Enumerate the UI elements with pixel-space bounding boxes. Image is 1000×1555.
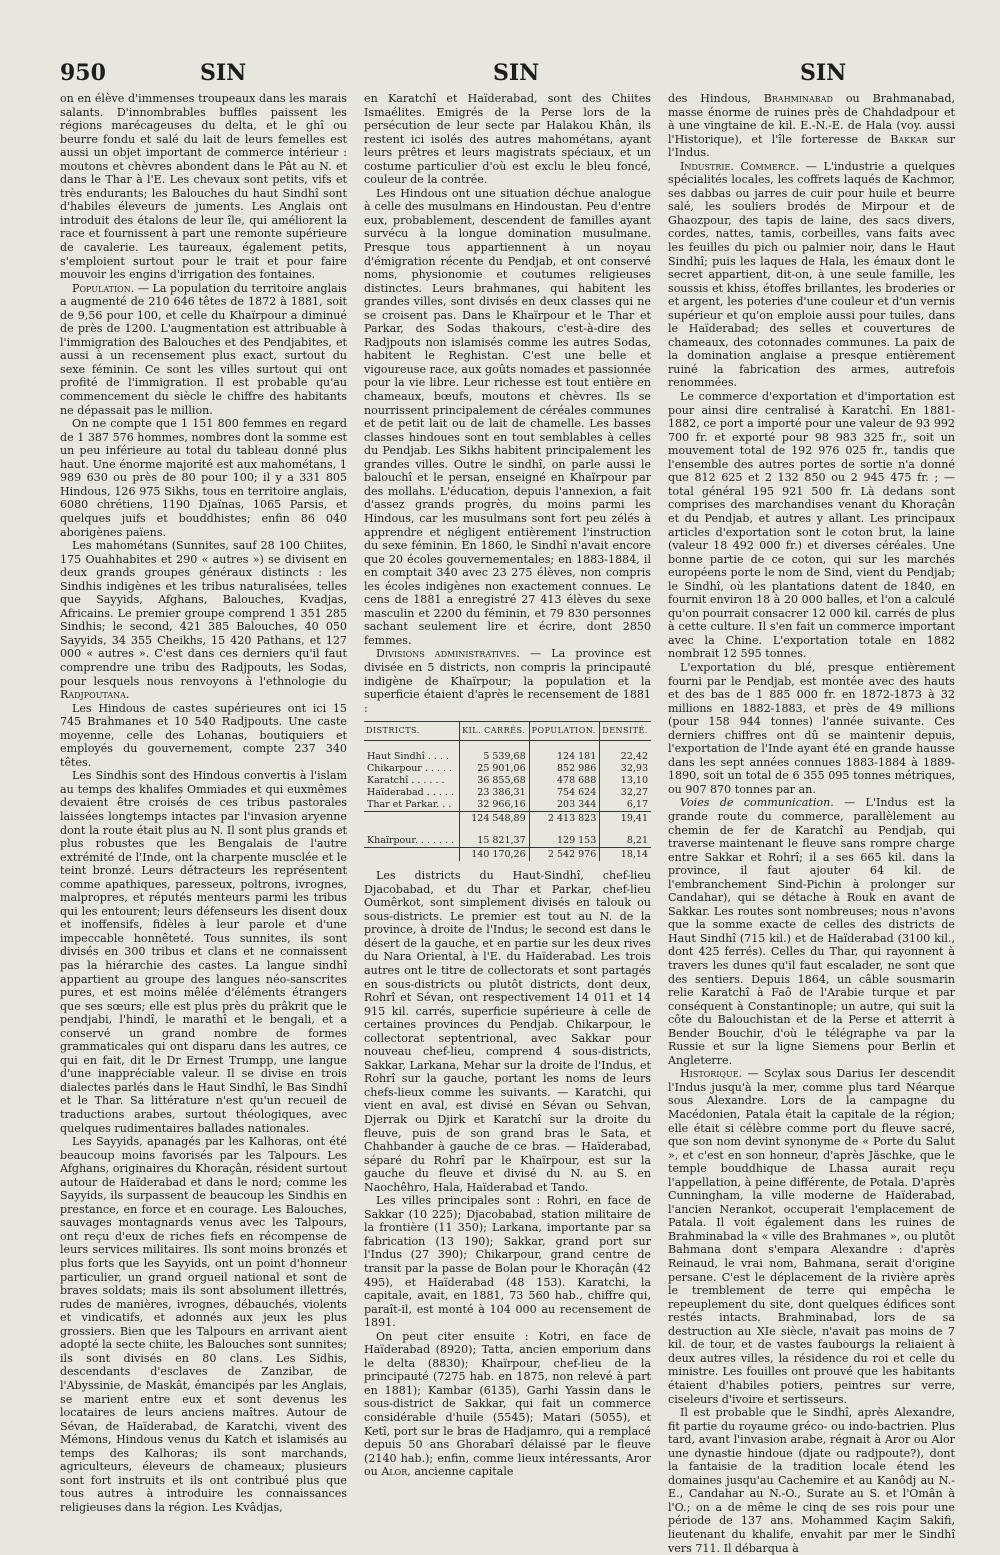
table-cell: 36 855,68 bbox=[460, 775, 530, 787]
table-row bbox=[364, 787, 651, 799]
column-1 bbox=[60, 92, 347, 1514]
section-heading: Population. bbox=[72, 281, 135, 295]
table-cell: 19,41 bbox=[600, 812, 651, 826]
table-cell: 124 548,89 bbox=[460, 812, 530, 826]
table-cell: 32,93 bbox=[600, 763, 651, 775]
section-heading: Divisions administratives. bbox=[376, 647, 520, 661]
paragraph: Les Hindous de castes supérieures ont ici 15 745 Brahmanes et 10 540 Radjpouts. Une caste moyenne, celle des Lohanas, boutiquiers et employés du gouvernement, compte 237 340 têtes. bbox=[60, 701, 347, 769]
cross-reference: Alor, bbox=[381, 1465, 411, 1479]
paragraph-industrie bbox=[668, 160, 955, 390]
table-cell: 129 153 bbox=[529, 835, 600, 848]
paragraph: Le commerce d'exportation et d'importation est pour ainsi dire centralisé à Karatchî. En 1881-1882, ce port a importé pour une valeur de 93 992 700 fr. et exporté pour 98 983 325 fr., soit un mouvement total de 192 976 025 fr., tandis que l'ensemble des autres portes de sortie n'a donné que 812 625 et 2 132 850 ou 2 945 475 fr. ; — total général 195 921 500 fr. Là dedans sont comprises des marchandises venant du Khoraçân et du Pendjab, et autres y allant. Les principaux articles d'exportation sont le coton brut, la laine (valeur 18 492 000 fr.) et diverses céréales. Une bonne partie de ce coton, qui sur les marchés européens porte le nom de Sind, vient du Pendjab; le Sindhî, où les plantations datent de 1840, en fournit environ 18 à 20 000 balles, et l'on a calculé qu'on pourrait consacrer 12 000 kil. carrés de plus à cette culture. Il s'en fait un commerce important avec la Chine. L'exportation totale en 1882 nombrait 12 595 tonnes. bbox=[668, 390, 955, 661]
paragraph-text: ancienne capitale bbox=[410, 1465, 514, 1479]
paragraph: On ne compte que 1 151 800 femmes en regard de 1 387 576 hommes, nombres dont la somme est un peu inférieure au total du tableau donné plus haut. Une énorme majorité est aux mahométans, 1 989 630 ou près de 80 pour 100; il y a 331 805 Hindous, 126 975 Sikhs, tous en territoire anglais, 6080 chrétiens, 1190 Djaïnas, 1065 Parsis, et quelques juifs et bouddhistes; enfin 86 040 aborigènes païens. bbox=[60, 417, 347, 539]
table-cell: 478 688 bbox=[529, 775, 600, 787]
paragraph bbox=[60, 539, 347, 702]
table-cell: 124 181 bbox=[529, 751, 600, 763]
paragraph-text: — La population du territoire anglais a augmenté de 210 646 têtes de 1872 à 1881, soit de 9,56 pour 100, et celle du Khaïrpour a diminué de près de 1200. L'augmentation est attribuable à l'immigration des Balouches et des Pendjabites, et aussi à un recensement plus exact, surtout du sexe féminin. Ce sont les villes surtout qui ont profité de l'immigration. Il est probable qu'au commencement du siècle le chiffre des habitants ne dépassait pas le million. bbox=[60, 281, 347, 417]
table-cell: 2 542 976 bbox=[529, 848, 600, 862]
paragraph-historique bbox=[668, 1067, 955, 1406]
table-cell: 25 901,06 bbox=[460, 763, 530, 775]
paragraph: Les districts du Haut-Sindhî, chef-lieu Djacobabad, et du Thar et Parkar, chef-lieu Oumêrkot, sont simplement divisés en talouk ou sous-districts. Le premier est tout au N. de la province, à droite de l'Indus; le second est dans le désert de la gauche, et en partie sur les deux rives du Nara Oriental, à l'E. du Haïderabad. Les trois autres ont le titre de collectorats et sont partagés en sous-districts ou plutôt districts, dont deux, Rohrî et Sévan, ont respectivement 14 011 et 14 915 kil. carrés, superficie supérieure à celle de certaines provinces du Pendjab. Chikarpour, le collectorat septentrional, avec Sakkar pour nouveau chef-lieu, comprend 4 sous-districts, Sakkar, Larkana, Mehar sur la droite de l'Indus, et Rohrî sur la gauche, portant les noms de leurs chefs-lieux comme les suivants. — Karatchi, qui vient en aval, est divisé en Sévan ou Sehvan, Djerrak ou Djirk et Karatchî sur la droite du fleuve, puis de son grand bras le Sata, et Chahbander à gauche de ce bras. — Haïderabad, séparé du Rohrî par le Khaïrpour, est sur la gauche du fleuve et divisé du N. au S. en Naochêhro, Hala, Haïderabad et Tando. bbox=[364, 869, 651, 1194]
table-row bbox=[364, 835, 651, 848]
paragraph: Il est probable que le Sindhî, après Alexandre, fit partie du royaume gréco- ou indo-bactrien. Plus tard, avant l'invasion arabe, régnait à Aror ou Alor une dynastie hindoue (djate ou radjpoute?), dont la fantaisie de la tradition locale étend les domaines jusqu'au Cachemire et au Kanôdj au N.-E., Candahar au N.-O., Surate au S. et l'Omân à l'O.; on a de même le cinq de ses rois pour une période de 137 ans. Mohammed Kaçim Sakifi, lieutenant du khalife, envahit par mer le Sindhî vers 711. Il débarqua à bbox=[668, 1406, 955, 1555]
section-heading: Voies de communication. bbox=[680, 796, 834, 810]
paragraph-text: On peut citer ensuite : Kotri, en face de Haïderabad (8920); Tatta, ancien emporium dans le delta (8830); Khaïrpour, chef-lieu de la principauté (7275 hab. en 1875, non relevé à part en 1881); Kambar (6135), Garhi Yassin dans le sous-district de Sakkar, qui fait un commerce considérable d'huile (5545); Matari (5055), et Ketî, port sur le bras de Hadjamro, qui a remplacé depuis 50 ans Ghorabarî délaissé par le fleuve (2140 hab.); enfin, comme lieux intéressants, Aror ou bbox=[364, 1329, 651, 1479]
table-cell: Haut Sindhî . . . . bbox=[367, 751, 449, 763]
paragraph-text: Les mahométans (Sunnites, sauf 28 100 Chiites, 175 Ouahhabites et 290 « autres ») se divisent en deux grands groupes généraux distincts : les Sindhis indigènes et les tribus naturalisées, telles que Sayyids, Afghans, Balouches, Kvadjas, Africains. Le premier groupe comprend 1 351 285 Sindhis; le second, 421 385 Balouches, 40 050 Sayyids, 34 355 Cheikhs, 15 420 Pathans, et 127 000 « autres ». C'est dans ces derniers qu'il faut comprendre une tribu des Radjpouts, les Sodas, pour lesquels nous renvoyons à l'ethnologie du bbox=[60, 539, 347, 688]
table-cell: 754 624 bbox=[529, 787, 600, 799]
paragraph: Les Sindhis sont des Hindous convertis à l'islam au temps des khalifes Ommiades et qui euxmêmes devaient être croisés de ces tribus pastorales laissées longtemps intactes par l'invasion aryenne dont la route était plus au N. Il sont plus grands et plus robustes que les Bengalais de l'autre extrémité de l'Inde, ont la charpente musclée et le teint bronzé. Leurs détracteurs les représentent comme apathiques, paresseux, poltrons, ivrognes, malpropres, et réputés menteurs parmi les tribus qui les entourent; leurs défenseurs les disent doux et inoffensifs, fidèles à leur parole et d'une impeccable honnêteté. Tous sunnites, ils sont divisés en 300 tribus et clans et ne connaissent pas la hiérarchie des castes. La langue sindhî appartient au groupe des langues néo-sanscrites pures, et est moins mêlée d'éléments étrangers que ses sœurs; elle est plus près du prâkrit que le pendjabi, l'hindî, le marathî et le bengali, et a conservé un grand nombre de formes grammaticales qui ont disparu dans les autres, ce qui en fait, dit le Dr Ernest Trumpp, une langue d'une inappréciable valeur. Il se divise en trois dialectes parlés dans le Haut Sindhî, le Bas Sindhî et le Thar. Sa littérature n'est qu'un recueil de traductions arabes, surtout théologiques, avec quelques rudimentaires ballades nationales. bbox=[60, 769, 347, 1135]
running-head-center: SIN bbox=[493, 60, 540, 86]
table-header: KIL. CARRÉS. bbox=[460, 722, 530, 741]
table-cell bbox=[364, 812, 460, 826]
paragraph-text: ou Brahmanabad, masse énorme de ruines près de Chahdadpour et à une vingtaine de kil. E.-N.-E. de Hala (voy. aussi l'Historique), et l'île forteresse de bbox=[668, 92, 956, 146]
table-header: POPULATION. bbox=[529, 722, 600, 741]
table-row bbox=[364, 763, 651, 775]
paragraph-text: — La province est divisée en 5 districts, non compris la principauté indigène de Khaïrpour; la population et la superficie étaient d'après le recensement de 1881 : bbox=[364, 647, 651, 715]
table-cell: Khaïrpour. . . . . . . bbox=[367, 835, 455, 847]
table-row bbox=[364, 799, 651, 812]
table-cell: 22,42 bbox=[600, 751, 651, 763]
table-cell: 140 170,26 bbox=[460, 848, 530, 862]
table-total-row bbox=[364, 848, 651, 862]
paragraph-text: — L'industrie a quelques spécialités locales, les coffrets laqués de Kachmor, ses dabbas ou jarres de cuir pour huile et beurre salé, les souliers brodés de Mirpour et de Ghaozpour, des tapis de laine, des sacs divers, cordes, nattes, tamis, corbeilles, vans faits avec les feuilles du pich ou palmier noir, dans le Haut Sindhî; puis les laques de Hala, les émaux dont le secret appartient, dit-on, à une seule famille, les soussis et khiss, étoffes brillantes, les broderies or et argent, les poteries d'une couleur et d'un vernis supérieur et qu'on emploie aussi pour tuiles, dans le Haïderabad; des selles et couvertures de chameaux, des cotonnades communes. La paix de la domination anglaise a presque entièrement ruiné la fabrication des armes, autrefois renommées. bbox=[668, 159, 955, 390]
cross-reference: Brahminabad bbox=[763, 92, 833, 105]
paragraph-population bbox=[60, 282, 347, 417]
paragraph: L'exportation du blé, presque entièrement fourni par le Pendjab, est montée avec des hauts et des bas de 1 885 000 fr. en 1872-1873 à 32 millions en 1882-1883, et près de 49 millions (pour 158 944 tonnes) l'année suivante. Ces derniers chiffres ont dû se maintenir depuis, l'exportation de l'Inde ayant été en grande hausse dans les sept années connues 1883-1884 à 1889-1890, soit un total de 6 355 095 tonnes métriques, ou 907 870 tonnes par an. bbox=[668, 660, 955, 796]
paragraph-divisions bbox=[364, 647, 651, 715]
table-header: DENSITÉ. bbox=[600, 722, 651, 741]
section-heading: Industrie. Commerce. bbox=[680, 159, 800, 173]
paragraph-voies bbox=[668, 796, 955, 1067]
table-cell: Karatchî . . . . . . bbox=[367, 775, 445, 787]
table-subtotal-row bbox=[364, 812, 651, 826]
paragraph: Les villes principales sont : Rohri, en face de Sakkar (10 225); Djacobabad, station militaire de la frontière (11 350); Larkana, importante par sa fabrication (13 190); Sakkar, grand port sur l'Indus (27 390); Chikarpour, grand centre de transit par la passe de Bolan pour le Khoraçân (42 495), et Haïderabad (48 153). Karatchi, la capitale, avait, en 1881, 73 560 hab., chiffre qui, paraît-il, est monté à 104 000 au recensement de 1891. bbox=[364, 1194, 651, 1330]
column-2 bbox=[364, 92, 651, 1479]
paragraph: en Karatchî et Haïderabad, sont des Chiites Ismaélites. Emigrés de la Perse lors de la persécution de leur secte par Halakou Khân, ils restent ici isolés des autres mahométans, ayant leurs prêtres et leurs magistrats spéciaux, et un costume particulier d'où est exclu le bleu foncé, couleur de la contrée. bbox=[364, 92, 651, 187]
column-3 bbox=[668, 92, 956, 1555]
paragraph bbox=[364, 1330, 651, 1479]
table-cell: 18,14 bbox=[600, 848, 651, 862]
table-cell: Thar et Parkar. . . bbox=[367, 799, 452, 811]
districts-table bbox=[364, 721, 651, 861]
page-number: 950 bbox=[60, 60, 106, 86]
running-head-left: SIN bbox=[200, 60, 247, 86]
paragraph: on en élève d'immenses troupeaux dans les marais salants. D'innombrables buffles paissent les régions marécageuses du delta, et le ghî ou beurre fondu et salé du lait de leurs femelles est aussi un objet important de commerce intérieur : moutons et chèvres abondent dans le Pât au N. et dans le Thar à l'E. Les chevaux sont petits, vifs et très endurants; les Balouches du haut Sindhî sont d'habiles éleveurs de juments. Les Anglais ont introduit des étalons de leur île, qui améliorent la race et fournissent à part une remonte supérieure de cavalerie. Les taureaux, également petits, s'emploient surtout pour le trait et pour faire mouvoir les engins d'irrigation des fontaines. bbox=[60, 92, 347, 282]
paragraph-text: — L'Indus est la grande route du commerce, parallèlement au chemin de fer de Karatchî au Pendjab, qui traverse maintenant le fleuve sans rompre charge entre Sakkar et Rohrî; il a ses 665 kil. dans la province, il faut ajouter 64 kil. de l'embranchement Sind-Pichin à prolonger sur Candahar), qui se détache à Rouk en avant de Sakkar. Les routes sont nombreuses; nous n'avons que la somme exacte de celles des districts de Haut Sindhî (715 kil.) et de Haïderabad (3100 kil., dont 425 ferrés). Celles du Thar, qui rayonnent à travers les dunes qu'il faut escalader, ne sont que des sentiers. Depuis 1864, un câble sousmarin relie Karatchî à Faô de l'Arabie turque et par conséquent à Constantinople; un autre, qui suit la côte du Balouchistan et de la Perse et atterrit à Bender Bouchir, d'où le télégraphe va par la Russie et sur la ligne Siemens pour Berlin et Angleterre. bbox=[668, 796, 955, 1067]
table-spacer bbox=[364, 741, 651, 752]
table-row bbox=[364, 775, 651, 787]
table-cell: 15 821,37 bbox=[460, 835, 530, 848]
table-cell: 5 539,68 bbox=[460, 751, 530, 763]
table-row bbox=[364, 751, 651, 763]
cross-reference: Bakkar bbox=[890, 132, 928, 146]
table-cell: 23 386,31 bbox=[460, 787, 530, 799]
table-cell bbox=[364, 848, 460, 862]
paragraph-text: — Scylax sous Darius Ier descendit l'Indus jusqu'à la mer, comme plus tard Néarque sous Alexandre. Lors de la campagne du Macédonien, Patala était la capitale de la région; elle était si célèbre comme port du fleuve sacré, que son nom devint synonyme de « Porte du Salut », et c'est en son honneur, d'après Jäschke, que le temple bouddhique de Lhassa aurait reçu l'appellation, à peine différente, de Potala. D'après Cunningham, la ville moderne de Haïderabad, l'ancien Nerankot, occuperait l'emplacement de Patala. Il voit également dans les ruines de Brahminabad la « ville des Brahmanes », ou plutôt Bahmana dont s'empara Alexandre : d'après Reinaud, le vrai nom, Bahmana, serait d'origine persane. C'est le déplacement de la rivière après le tremblement de terre qui empêcha le repeuplement du site, dont quelques édifices sont restés intacts. Brahminabad, lors de sa destruction au XIe siècle, n'avait pas moins de 7 kil. de tour, et de vastes faubourgs la reliaient à deux autres villes, la résidence du roi et celle du ministre. Les fouilles ont prouvé que les habitants étaient d'habiles potiers, peintres sur verre, ciseleurs d'ivoire et sertisseurs. bbox=[668, 1067, 955, 1406]
paragraph: Les Sayyids, apanagés par les Kalhoras, ont été beaucoup moins favorisés par les Talpours. Les Afghans, originaires du Khoraçân, résident surtout autour de Haïderabad et dans le nord; comme les Sayyids, ils surpassent de beaucoup les Sindhis en prestance, en force et en courage. Les Balouches, sauvages montagnards venus avec les Talpours, ont reçu d'eux de riches fiefs en récompense de leurs services militaires. Ils sont moins bronzés et plus forts que les Sayyids, ont un point d'honneur particulier, un grand orgueil national et sont de braves soldats; mais ils sont absolument illettrés, rudes de manières, ivrognes, débauchés, violents et vindicatifs, et adonnés aux jeux les plus grossiers. Bien que les Talpours en arrivant aient adopté la secte chiite, les Balouches sont sunnites; ils sont divisés en 80 clans. Les Sidhis, descendants d'esclaves de Zanzibar, de l'Abyssinie, de Maskât, émancipés par les Anglais, se marient entre eux et sont devenus les locataires de leurs anciens maîtres. Autour de Sévan, de Haïderabad, de Karatchi, vivent des Mémons, Hindous venus du Katch et islamisés au temps des Kalhoras; ils sont marchands, agriculteurs, éleveurs de chameaux; plusieurs sont fort instruits et ils ont contribué plus que tous autres à introduire les connaissances religieuses dans la région. Les Kvâdjas, bbox=[60, 1135, 347, 1514]
table-header: DISTRICTS. bbox=[364, 722, 460, 741]
cross-reference: Radjpoutana. bbox=[60, 688, 130, 702]
table-cell: 32,27 bbox=[600, 787, 651, 799]
running-head-right: SIN bbox=[800, 60, 847, 86]
table-cell: Chikarpour . . . . . bbox=[367, 763, 453, 775]
table-cell: 852 986 bbox=[529, 763, 600, 775]
table-cell: 6,17 bbox=[600, 799, 651, 812]
paragraph-text: des Hindous, bbox=[668, 92, 751, 105]
table-cell: 32 966,16 bbox=[460, 799, 530, 812]
table-spacer bbox=[364, 825, 651, 835]
table-header-row bbox=[364, 722, 651, 741]
table-cell: Haïderabad . . . . . bbox=[367, 787, 454, 799]
table-cell: 8,21 bbox=[600, 835, 651, 848]
paragraph-text: sur l'Indus. bbox=[668, 132, 956, 160]
table-cell: 13,10 bbox=[600, 775, 651, 787]
table-cell: 2 413 823 bbox=[529, 812, 600, 826]
paragraph bbox=[668, 92, 955, 160]
section-heading: Historique. bbox=[680, 1067, 743, 1081]
table-cell: 203 344 bbox=[529, 799, 600, 812]
paragraph: Les Hindous ont une situation déchue analogue à celle des musulmans en Hindoustan. Peu d'entre eux, probablement, descendent de familles ayant survécu à la longue domination musulmane. Presque tous appartiennent à un noyau d'émigration récente du Pendjab, et ont conservé noms, physionomie et coutumes religieuses distinctes. Leurs brahmanes, qui habitent les grandes villes, sont divisés en deux classes qui ne se croisent pas. Dans le Khaïrpour et le Thar et Parkar, des Sodas thakours, c'est-à-dire des Radjpouts non islamisés comme les autres Sodas, habitent le Reghistan. C'est une belle et vigoureuse race, aux goûts nomades et passionnée pour la vie libre. Leur richesse est tout entière en chameaux, bœufs, moutons et chèvres. Ils se nourrissent principalement de céréales communes et de petit lait ou de lait de chamelle. Les basses classes hindoues sont en tout semblables à celles du Pendjab. Les Sikhs habitent principalement les grandes villes. Outre le sindhî, on parle aussi le balouchî et le persan, enseigné en Khaïrpour par des mollahs. L'éducation, depuis l'annexion, a fait d'assez grands progrès, du moins parmi les Hindous, car les musulmans sont fort peu zélés à apprendre et négligent entièrement l'instruction du sexe féminin. En 1860, le Sindhî n'avait encore que 20 écoles gouvernementales; en 1883-1884, il en comptait 340 avec 23 275 élèves, non compris les écoles indigènes non exactement connues. Le cens de 1881 a enregistré 27 413 élèves du sexe masculin et 2200 du féminin, et 79 830 personnes sachant seulement lire et écrire, dont 2850 femmes. bbox=[364, 186, 651, 647]
